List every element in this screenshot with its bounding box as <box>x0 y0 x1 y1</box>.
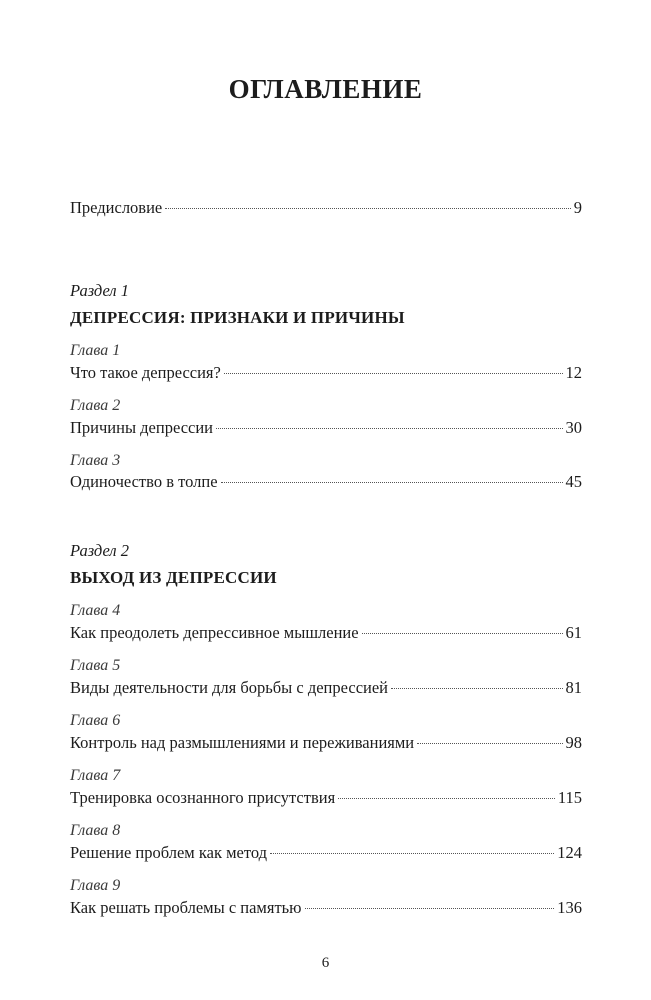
entry-title: Как преодолеть депрессивное мышление <box>70 623 359 642</box>
page-number: 136 <box>557 898 582 917</box>
chapter-label: Глава 5 <box>70 657 121 674</box>
section-title: ДЕПРЕССИЯ: ПРИЗНАКИ И ПРИЧИНЫ <box>70 308 405 327</box>
page-title: ОГЛАВЛЕНИЕ <box>228 74 423 104</box>
toc-entry-chapter-6[interactable] <box>70 732 582 754</box>
dot-leader <box>216 428 562 429</box>
entry-title: Решение проблем как метод <box>70 843 268 862</box>
dot-leader <box>224 373 563 374</box>
toc-entry-chapter-5[interactable] <box>70 677 582 699</box>
toc-entry-chapter-4[interactable] <box>70 622 582 644</box>
page-number: 9 <box>573 198 582 217</box>
page-number: 98 <box>565 733 582 752</box>
page-number: 45 <box>565 472 582 491</box>
section-title: ВЫХОД ИЗ ДЕПРЕССИИ <box>70 568 277 587</box>
section-label: Раздел 2 <box>70 541 129 560</box>
dot-leader <box>362 633 563 634</box>
entry-title: Тренировка осознанного присутствия <box>70 788 336 807</box>
page-number: 124 <box>557 843 582 862</box>
page-number-footer: 6 <box>321 955 330 971</box>
dot-leader <box>165 208 571 209</box>
page-number: 115 <box>557 788 582 807</box>
entry-title: Как решать проблемы с памятью <box>70 898 302 917</box>
dot-leader <box>221 482 563 483</box>
chapter-label: Глава 1 <box>70 342 121 359</box>
toc-entry-chapter-7[interactable] <box>70 787 582 809</box>
section-label: Раздел 1 <box>70 281 129 300</box>
chapter-label: Глава 4 <box>70 602 121 619</box>
chapter-label: Глава 8 <box>70 822 121 839</box>
entry-title: Что такое депрессия? <box>70 363 221 382</box>
entry-title: Предисловие <box>70 198 163 217</box>
dot-leader <box>305 908 555 909</box>
chapter-label: Глава 7 <box>70 767 121 784</box>
chapter-label: Глава 2 <box>70 397 121 414</box>
dot-leader <box>270 853 554 854</box>
chapter-label: Глава 9 <box>70 877 121 894</box>
toc-entry-chapter-1[interactable] <box>70 362 582 384</box>
toc-entry-chapter-9[interactable] <box>70 897 582 919</box>
entry-title: Контроль над размышлениями и переживаниями <box>70 733 415 752</box>
toc-entry-chapter-8[interactable] <box>70 842 582 864</box>
entry-title: Одиночество в толпе <box>70 472 218 491</box>
dot-leader <box>338 798 555 799</box>
chapter-label: Глава 6 <box>70 712 121 729</box>
dot-leader <box>417 743 562 744</box>
chapter-label: Глава 3 <box>70 452 121 469</box>
entry-title: Причины депрессии <box>70 418 214 437</box>
toc-entry-preface[interactable] <box>70 197 582 219</box>
toc-entry-chapter-3[interactable] <box>70 471 582 493</box>
page-number: 12 <box>565 363 582 382</box>
toc-entry-chapter-2[interactable] <box>70 417 582 439</box>
page-number: 61 <box>565 623 582 642</box>
entry-title: Виды деятельности для борьбы с депрессией <box>70 678 389 697</box>
dot-leader <box>391 688 562 689</box>
page-number: 30 <box>565 418 582 437</box>
page-number: 81 <box>565 678 582 697</box>
